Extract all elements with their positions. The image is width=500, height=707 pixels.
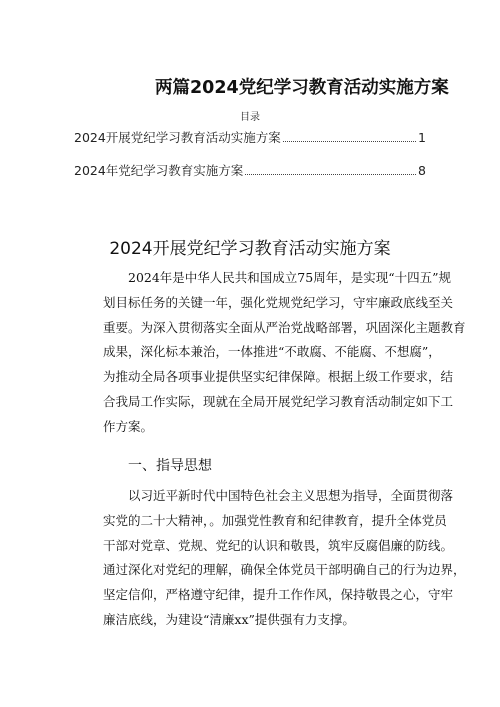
paragraph-line: 2024年是中华人民共和国成立75周年，是实现“十四五”规 <box>128 270 451 285</box>
paragraph-line: 重要。为深入贯彻落实全面从严治党战略部署，巩固深化主题教育 <box>103 319 466 335</box>
toc-entry-title: 2024开展党纪学习教育活动实施方案 <box>74 130 281 145</box>
paragraph-line: 廉洁底线，为建设“清廉xx”提供强有力支撑。 <box>103 611 355 627</box>
section-title: 2024开展党纪学习教育活动实施方案 <box>109 239 391 259</box>
paragraph-line: 作方案。 <box>103 418 154 434</box>
heading-guiding-ideology: 一、指导思想 <box>128 458 212 474</box>
toc-entry-page: 1 <box>418 130 426 145</box>
paragraph-guiding-ideology <box>103 484 466 633</box>
toc-entry-title: 2024年党纪学习教育实施方案 <box>74 163 244 178</box>
paragraph-line: 通过深化对党纪的理解，确保全体党员干部明确自己的行为边界， <box>103 562 466 578</box>
toc-leader-dots <box>245 174 416 175</box>
toc-heading: 目录 <box>240 112 260 123</box>
paragraph-line: 干部对党章、党规、党纪的认识和敬畏，筑牢反腐倡廉的防线。 <box>103 537 454 553</box>
document-title: 两篇2024党纪学习教育活动实施方案 <box>155 78 449 98</box>
paragraph-line: 坚定信仰，严格遵守纪律，提升工作作风，保持敬畏之心，守牢 <box>103 587 454 603</box>
paragraph-line: 划目标任务的关键一年，强化党规党纪学习，守牢廉政底线至关 <box>103 294 454 310</box>
paragraph-line: 成果，深化标本兼治，一体推进“不敢腐、不能腐、不想腐”， <box>103 344 441 360</box>
paragraph-line: 实党的二十大精神，。加强党性教育和纪律教育，提升全体党员 <box>103 512 447 528</box>
toc-entry[interactable] <box>74 161 426 179</box>
toc-entry[interactable] <box>74 128 426 146</box>
toc-leader-dots <box>283 141 416 142</box>
paragraph-line: 以习近平新时代中国特色社会主义思想为指导，全面贯彻落 <box>128 488 454 503</box>
paragraph-intro <box>103 266 466 440</box>
paragraph-line: 为推动全局各项事业提供坚实纪律保障。根据上级工作要求，结 <box>103 369 454 385</box>
toc-entry-page: 8 <box>418 163 426 178</box>
paragraph-line: 合我局工作实际，现就在全局开展党纪学习教育活动制定如下工 <box>103 393 454 409</box>
